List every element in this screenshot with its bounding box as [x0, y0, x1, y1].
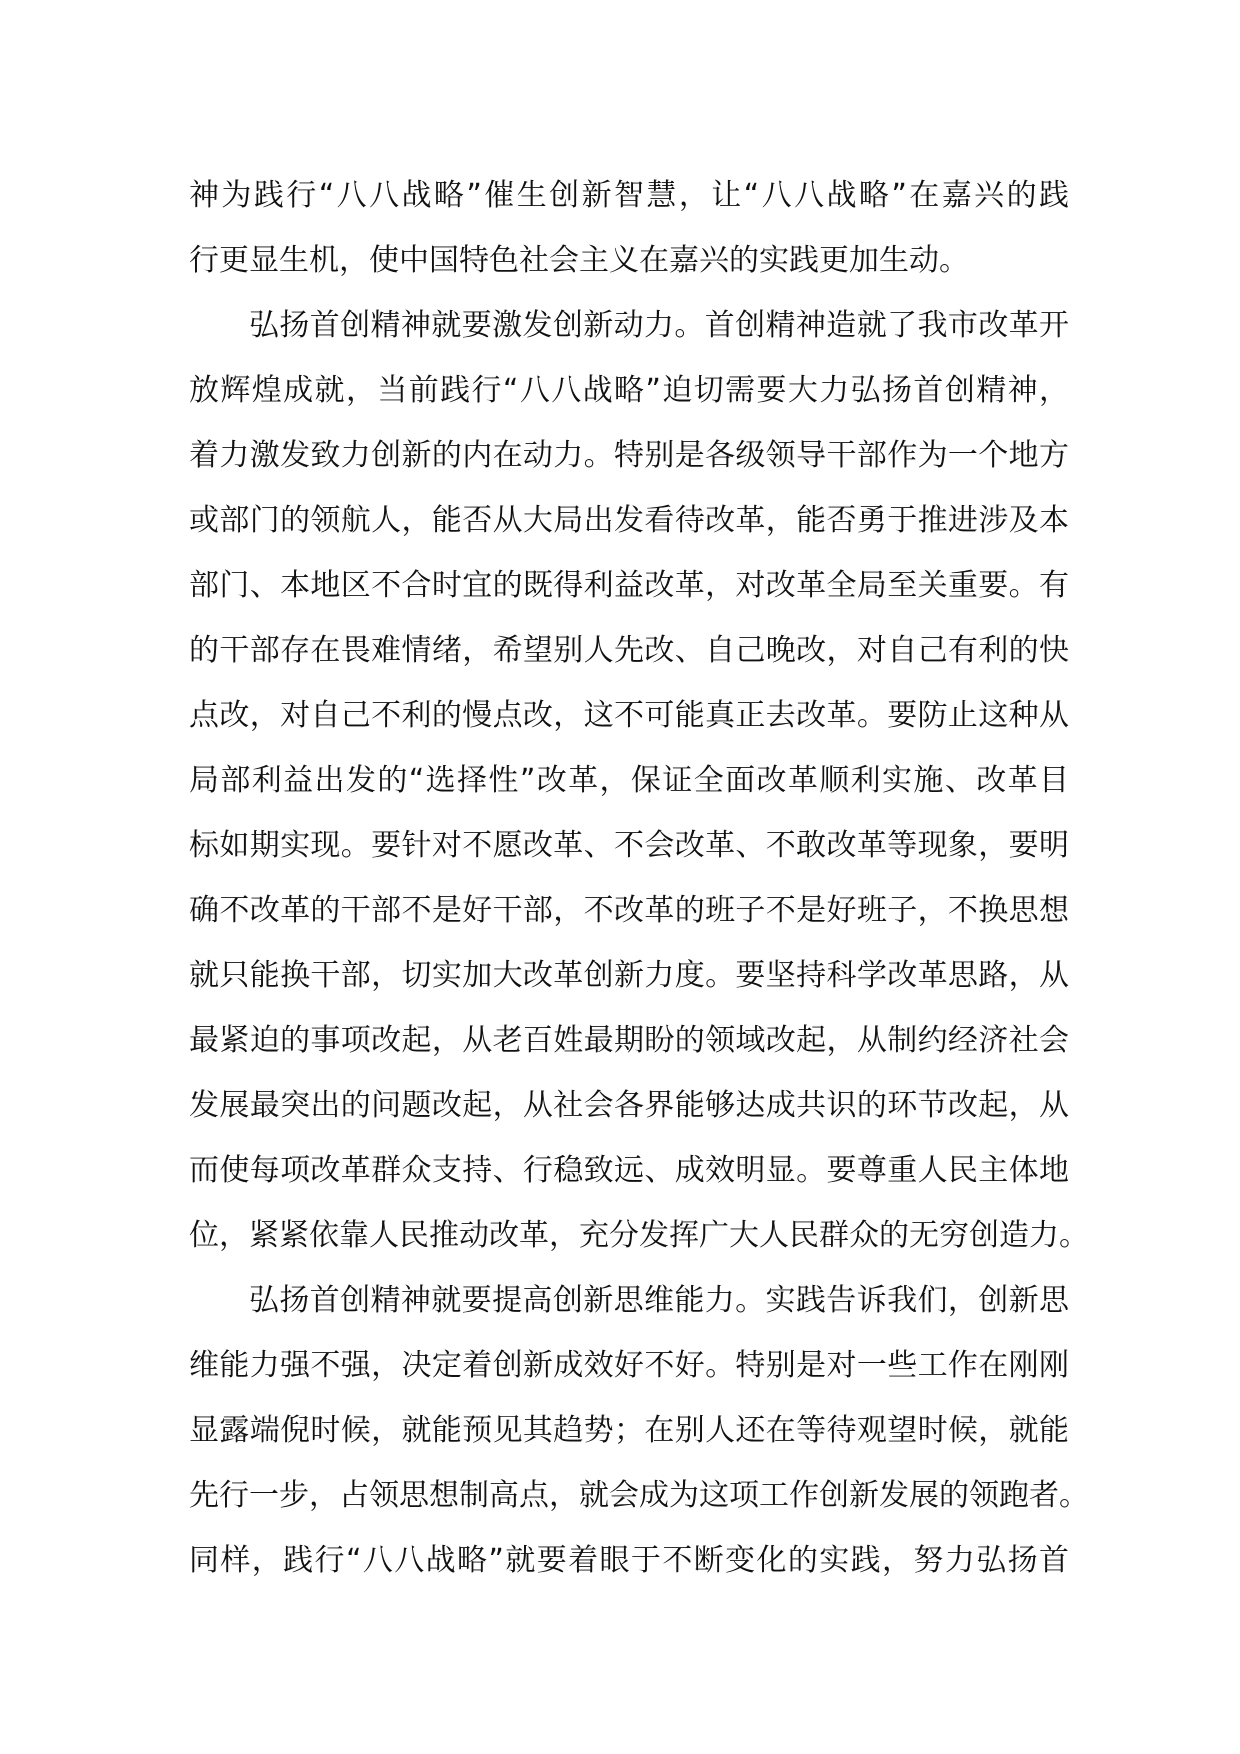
- body-text: [189, 163, 1089, 1593]
- text-line: 同样，践行“八八战略”就要着眼于不断变化的实践，努力弘扬首: [189, 1543, 1069, 1578]
- paragraph-2: [189, 293, 1089, 1268]
- text-line: 维能力强不强，决定着创新成效好不好。特别是对一些工作在刚刚: [189, 1348, 1069, 1383]
- text-line: 确不改革的干部不是好干部，不改革的班子不是好班子，不换思想: [189, 893, 1069, 928]
- text-line: 放辉煌成就，当前践行“八八战略”迫切需要大力弘扬首创精神，: [189, 373, 1069, 408]
- text-line: 最紧迫的事项改起，从老百姓最期盼的领域改起，从制约经济社会: [189, 1023, 1069, 1058]
- paragraph-1: [189, 163, 1069, 293]
- text-line: 或部门的领航人，能否从大局出发看待改革，能否勇于推进涉及本: [189, 503, 1069, 538]
- text-line: 神为践行“八八战略”催生创新智慧，让“八八战略”在嘉兴的践: [189, 178, 1069, 213]
- text-line: 弘扬首创精神就要激发创新动力。首创精神造就了我市改革开: [249, 308, 1069, 343]
- text-line: 先行一步，占领思想制高点，就会成为这项工作创新发展的领跑者。: [189, 1478, 1089, 1513]
- text-line: 弘扬首创精神就要提高创新思维能力。实践告诉我们，创新思: [249, 1283, 1069, 1318]
- text-line: 就只能换干部，切实加大改革创新力度。要坚持科学改革思路，从: [189, 958, 1069, 993]
- text-line: 标如期实现。要针对不愿改革、不会改革、不敢改革等现象，要明: [189, 828, 1069, 863]
- text-line: 发展最突出的问题改起，从社会各界能够达成共识的环节改起，从: [189, 1088, 1069, 1123]
- text-line: 着力激发致力创新的内在动力。特别是各级领导干部作为一个地方: [189, 438, 1069, 473]
- text-line: 行更显生机，使中国特色社会主义在嘉兴的实践更加生动。: [189, 243, 969, 278]
- text-line: 显露端倪时候，就能预见其趋势；在别人还在等待观望时候，就能: [189, 1413, 1069, 1448]
- text-line: 局部利益出发的“选择性”改革，保证全面改革顺利实施、改革目: [189, 763, 1069, 798]
- paragraph-3: [189, 1268, 1089, 1593]
- text-line: 位，紧紧依靠人民推动改革，充分发挥广大人民群众的无穷创造力。: [189, 1218, 1089, 1253]
- text-line: 的干部存在畏难情绪，希望别人先改、自己晚改，对自己有利的快: [189, 633, 1069, 668]
- text-line: 点改，对自己不利的慢点改，这不可能真正去改革。要防止这种从: [189, 698, 1069, 733]
- text-line: 而使每项改革群众支持、行稳致远、成效明显。要尊重人民主体地: [189, 1153, 1069, 1188]
- text-line: 部门、本地区不合时宜的既得利益改革，对改革全局至关重要。有: [189, 568, 1069, 603]
